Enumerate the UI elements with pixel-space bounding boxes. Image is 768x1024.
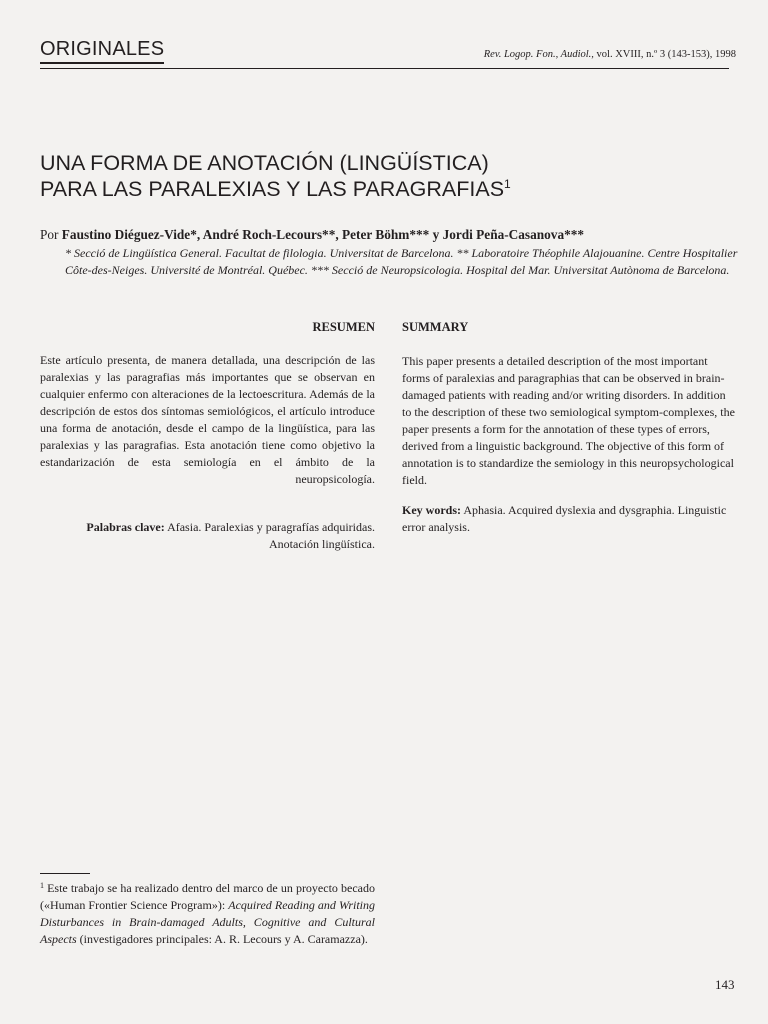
- journal-name: Rev. Logop. Fon., Audiol.,: [483, 49, 594, 60]
- section-label: ORIGINALES: [40, 38, 164, 64]
- footnote-mark: 1: [40, 881, 44, 890]
- author-names: Faustino Diéguez-Vide*, André Roch-Lecours**, Peter Böhm*** y Jordi Peña-Casanova***: [61, 227, 585, 242]
- header-rule: [40, 68, 729, 69]
- palabras-clave-text: Afasia. Paralexias y paragrafías adquiridas. Anotación lingüística.: [164, 520, 375, 551]
- journal-volume: vol. XVIII, n.º 3 (143-153), 1998: [593, 49, 736, 60]
- summary-body: This paper presents a detailed description of the most important forms of paralexias and paragraphias that can be observed in brain-damaged patients with reading and/or writing disorders. In addition to the description of these two semiological symptom-complexes, the paper presents a form for the annotation of these types of errors, derived from a linguistic background. The objective of this form of annotation is to standardize the semiology in this neuropsychological field.: [402, 354, 735, 487]
- byline-prefix: Por: [40, 227, 62, 242]
- key-words-text: Aphasia. Acquired dyslexia and dysgraphia. Linguistic error analysis.: [402, 503, 727, 534]
- page-number: 143: [715, 977, 735, 992]
- summary-heading: SUMMARY: [402, 320, 469, 334]
- journal-reference: [484, 49, 736, 60]
- palabras-clave-label: Palabras clave:: [86, 520, 165, 534]
- footnote-text-b: (investigadores principales: A. R. Lecours y A. Caramazza).: [76, 932, 368, 946]
- footnote-project-title: Acquired Reading and Writing Disturbances in Brain-damaged Adults, Cognitive and Cultural Aspects: [40, 898, 376, 946]
- resumen-heading: RESUMEN: [312, 320, 375, 334]
- palabras-clave: [40, 519, 375, 553]
- key-words-label: Key words:: [402, 503, 461, 517]
- footnote: [40, 880, 375, 948]
- footnote-text-a: Este trabajo se ha realizado dentro del marco de un proyecto becado («Human Frontier Science Program»):: [40, 881, 375, 912]
- title-line-2: PARA LAS PARALEXIAS Y LAS PARAGRAFIAS: [40, 177, 505, 201]
- title-line-1: UNA FORMA DE ANOTACIÓN (LINGÜÍSTICA): [40, 151, 489, 175]
- title-footnote-mark: 1: [504, 177, 511, 191]
- byline: [40, 227, 584, 243]
- footnote-rule: [40, 873, 90, 874]
- article-title: [40, 150, 511, 202]
- author-affiliations: * Secció de Lingüística General. Facultat de filologia. Universitat de Barcelona. ** Laboratoire Théophile Alajouanine. Centre Hospitalier Côte-des-Neiges. Université de Montréal. Québec. *** Secció de Neuropsicologia. Hospital del Mar. Universitat Autònoma de Barcelona.: [65, 246, 738, 277]
- key-words: [402, 502, 737, 536]
- resumen-body: Este artículo presenta, de manera detallada, una descripción de las paralexias y las paragrafias más importantes que se observan en cualquier enfermo con alteraciones de la lectoescritura. Además de la descripción de estos dos síntomas semiológicos, el artículo introduce una forma de anotación, desde el campo de la lingüística, para las paralexias y las paragrafias. Esta anotación tiene como objetivo la estandarización de esta semiología en el ámbito de la neuropsicología.: [40, 353, 375, 486]
